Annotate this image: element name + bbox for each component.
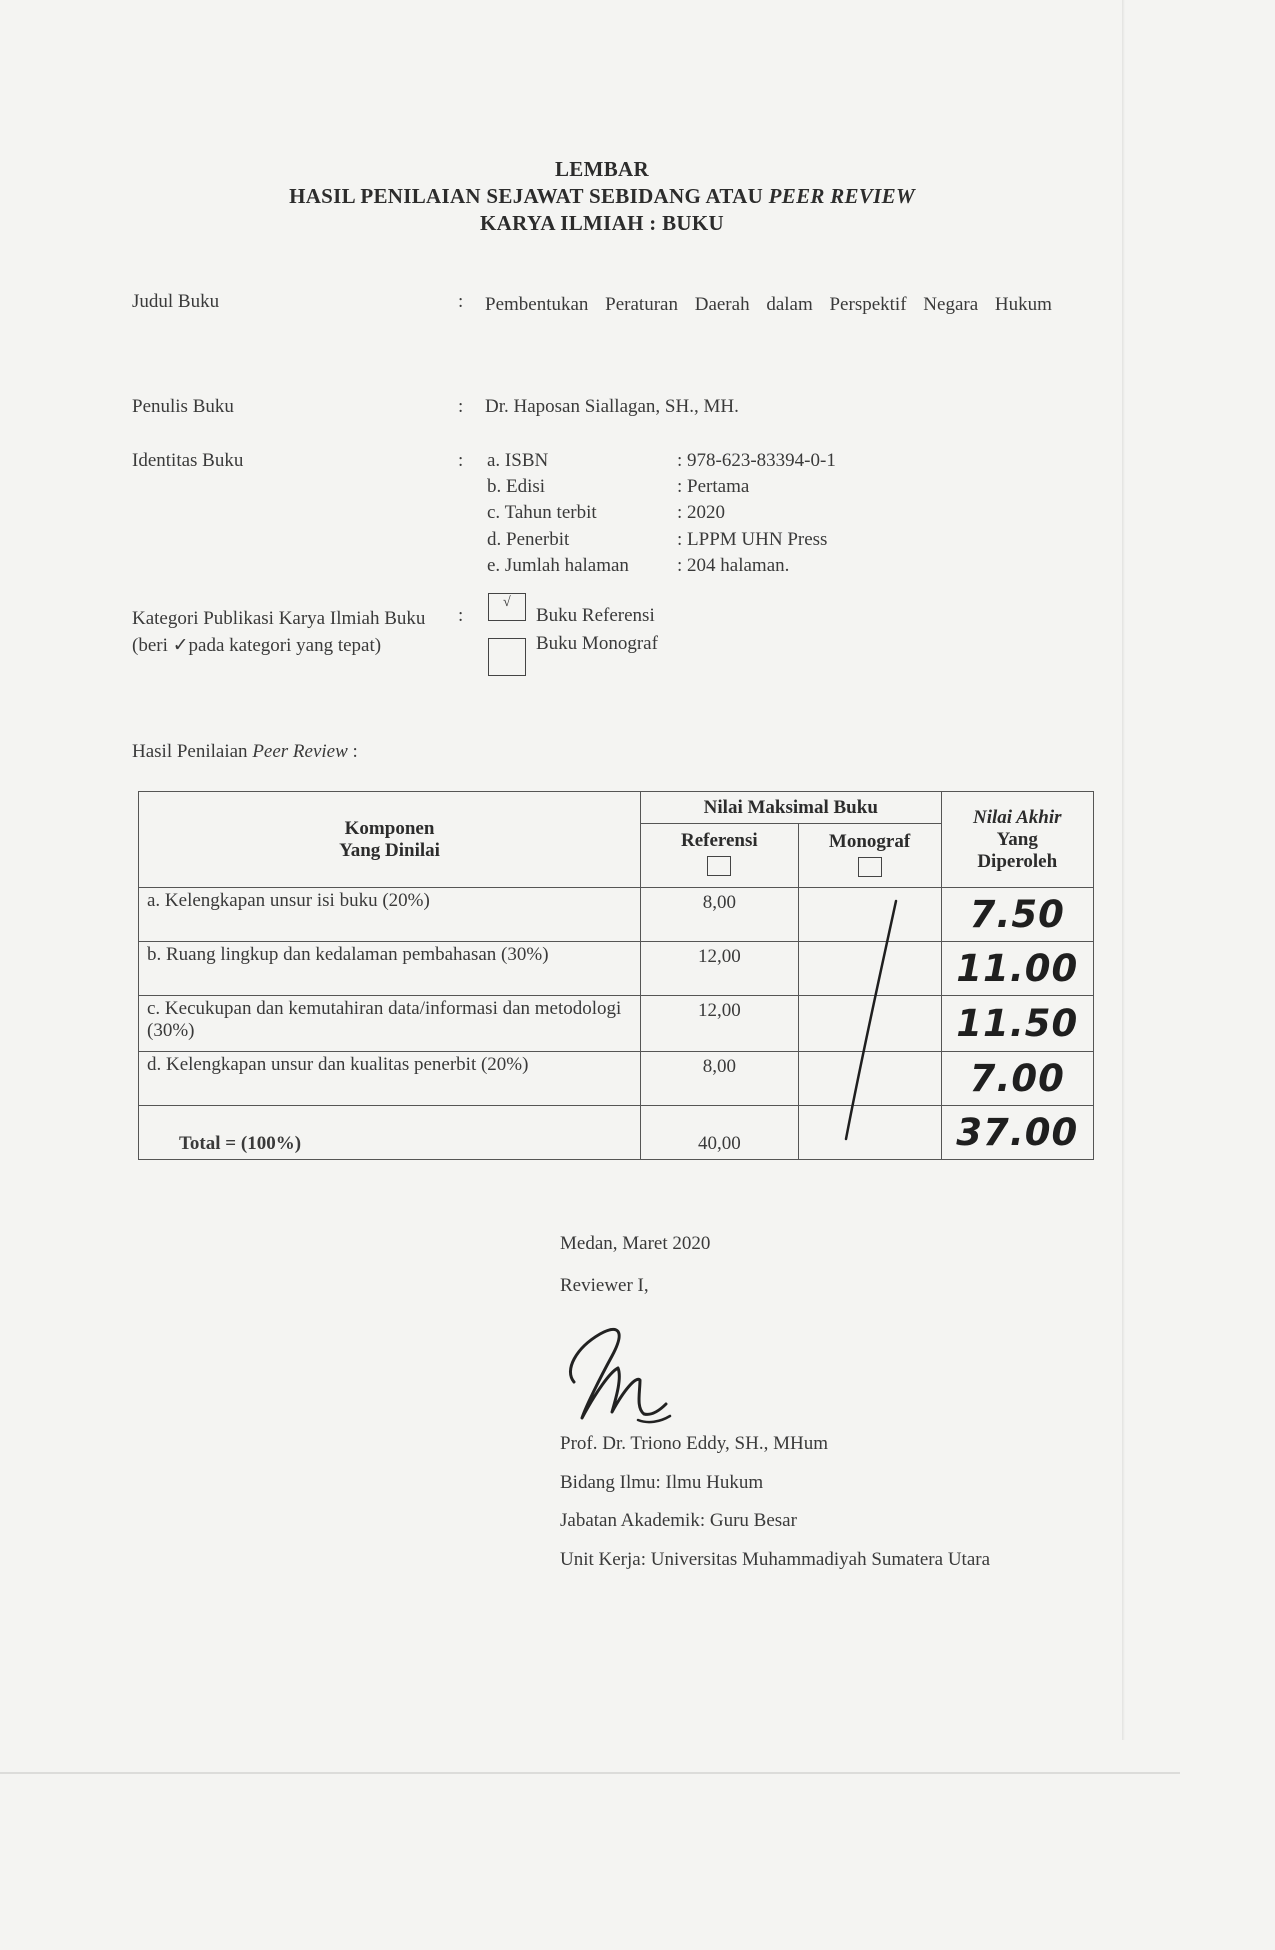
table-row-total xyxy=(139,1106,1094,1160)
row-max-value: 12,00 xyxy=(641,942,799,996)
document-title xyxy=(130,156,1074,237)
identitas-value: : 204 halaman. xyxy=(677,555,790,576)
row-final-score xyxy=(941,942,1093,996)
sheet-edge xyxy=(1122,0,1125,1740)
hasil-label-suffix: : xyxy=(347,741,358,762)
identitas-value: : LPPM UHN Press xyxy=(677,529,828,550)
judul-value: Pembentukan Peraturan Daerah dalam Perspektif Negara Hukum xyxy=(485,294,1052,315)
penulis-label: Penulis Buku xyxy=(132,396,234,417)
handwritten-score: 11.50 xyxy=(956,1002,1079,1045)
signature-image xyxy=(556,1320,706,1430)
unit-kerja: Unit Kerja: Universitas Muhammadiyah Sumatera Utara xyxy=(560,1549,991,1570)
reviewer-name: Prof. Dr. Triono Eddy, SH., MHum xyxy=(560,1433,828,1454)
penulis-value: Dr. Haposan Siallagan, SH., MH. xyxy=(485,396,739,417)
sheet-edge-bottom xyxy=(0,1772,1180,1774)
title-line-2-italic: PEER REVIEW xyxy=(768,184,915,208)
header-referensi xyxy=(641,824,799,888)
hasil-label-text: Hasil Penilaian xyxy=(132,741,253,762)
title-line-3: KARYA ILMIAH : BUKU xyxy=(480,211,724,235)
table-row xyxy=(139,1052,1094,1106)
title-line-2 xyxy=(130,183,1074,210)
header-final-line3: Diperoleh xyxy=(977,850,1058,872)
title-line-2-text: HASIL PENILAIAN SEJAWAT SEBIDANG ATAU xyxy=(289,184,769,208)
kategori-label: Kategori Publikasi Karya Ilmiah Buku (beri ✓pada kategori yang tepat) xyxy=(132,608,426,656)
title-line-1: LEMBAR xyxy=(555,157,649,181)
table-row xyxy=(139,942,1094,996)
judul-colon: : xyxy=(458,291,464,312)
judul-label: Judul Buku xyxy=(132,291,220,312)
option-buku-referensi: Buku Referensi xyxy=(536,605,655,626)
row-final-score xyxy=(941,996,1093,1052)
header-referensi-label: Referensi xyxy=(680,829,758,851)
total-max-value: 40,00 xyxy=(641,1106,799,1160)
header-monograf-label: Monograf xyxy=(828,831,911,852)
identitas-value: : Pertama xyxy=(677,476,750,497)
header-nilai-maksimal: Nilai Maksimal Buku xyxy=(641,792,941,824)
option-buku-monograf: Buku Monograf xyxy=(536,633,658,654)
checkbox-referensi[interactable] xyxy=(707,856,731,876)
identitas-key: b. Edisi xyxy=(487,476,546,497)
jabatan-akademik: Jabatan Akademik: Guru Besar xyxy=(560,1510,797,1531)
header-komponen xyxy=(139,792,641,888)
row-max-value: 8,00 xyxy=(641,1052,799,1106)
row-component: c. Kecukupan dan kemutahiran data/informasi dan metodologi (30%) xyxy=(139,996,641,1052)
review-table xyxy=(138,791,1094,1160)
bidang-ilmu: Bidang Ilmu: Ilmu Hukum xyxy=(560,1472,764,1493)
identitas-value: : 2020 xyxy=(677,502,726,523)
header-komponen-line1: Komponen xyxy=(344,817,435,839)
checkbox-monograf[interactable] xyxy=(858,857,882,877)
row-max-value: 12,00 xyxy=(641,996,799,1052)
header-monograf xyxy=(798,824,941,888)
identitas-value: : 978-623-83394-0-1 xyxy=(677,450,836,471)
header-final-line2: Yang xyxy=(996,828,1038,850)
checkbox-buku-monograf[interactable] xyxy=(488,638,526,676)
row-component: a. Kelengkapan unsur isi buku (20%) xyxy=(139,888,641,942)
row-final-score xyxy=(941,1052,1093,1106)
handwritten-score: 7.00 xyxy=(969,1057,1065,1100)
table-row xyxy=(139,996,1094,1052)
penulis-colon: : xyxy=(458,396,464,417)
handwritten-total: 37.00 xyxy=(956,1111,1079,1154)
hasil-label-italic: Peer Review xyxy=(252,741,348,762)
total-final-score xyxy=(941,1106,1093,1160)
checkbox-buku-referensi[interactable] xyxy=(488,593,526,621)
header-final-line1: Nilai Akhir xyxy=(973,806,1062,828)
total-label: Total = (100%) xyxy=(139,1106,641,1160)
header-komponen-line2: Yang Dinilai xyxy=(339,839,440,861)
check-mark-icon: √ xyxy=(503,595,511,610)
row-max-value: 8,00 xyxy=(641,888,799,942)
identitas-key: e. Jumlah halaman xyxy=(487,555,629,576)
handwritten-strike-line xyxy=(840,895,900,1145)
identitas-colon: : xyxy=(458,450,464,471)
reviewer-label: Reviewer I, xyxy=(560,1275,649,1296)
row-component: b. Ruang lingkup dan kedalaman pembahasan (30%) xyxy=(139,942,641,996)
handwritten-score: 7.50 xyxy=(969,893,1065,936)
kategori-colon: : xyxy=(458,605,464,626)
row-component: d. Kelengkapan unsur dan kualitas penerbit (20%) xyxy=(139,1052,641,1106)
row-final-score xyxy=(941,888,1093,942)
identitas-key: a. ISBN xyxy=(487,450,549,471)
place-date: Medan, Maret 2020 xyxy=(560,1233,711,1254)
table-row xyxy=(139,888,1094,942)
identitas-key: c. Tahun terbit xyxy=(487,502,597,523)
hasil-penilaian-label xyxy=(132,741,358,763)
identitas-key: d. Penerbit xyxy=(487,529,570,550)
header-nilai-akhir xyxy=(941,792,1093,888)
identitas-label: Identitas Buku xyxy=(132,450,244,471)
handwritten-score: 11.00 xyxy=(956,947,1079,990)
